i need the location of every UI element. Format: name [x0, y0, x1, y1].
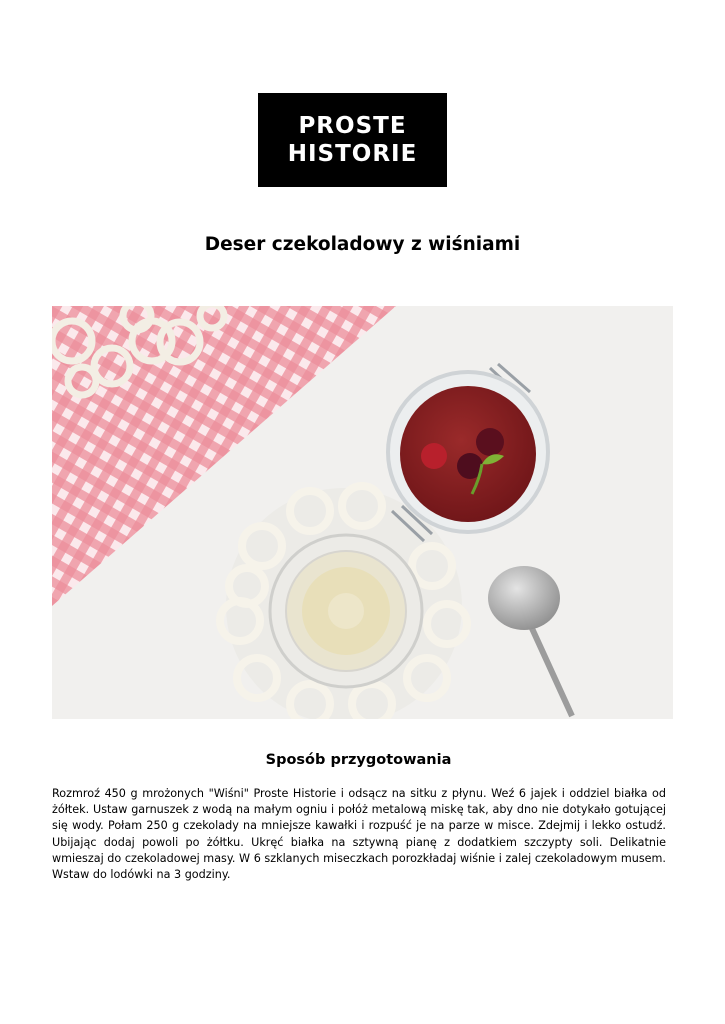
- cherry: [476, 428, 504, 456]
- preparation-instructions: Rozmroź 450 g mrożonych "Wiśni" Proste Historie i odsącz na sitku z płynu. Weź 6 jajek i oddziel białka od żółtek. Ustaw garnuszek z wodą na małym ogniu i połóż metalową miskę tak, aby dno nie dotykało gotującej się wody. Połam 250 g czekolady na mniejsze kawałki i rozpuść je na parze w misce. Zdejmij i lekko ostudź. Ubijając dodaj powoli po żółtku. Ukręć białka na sztywną pianę z dodatkiem szczypty soli. Delikatnie wmieszaj do czekoladowej masy. W 6 szklanych miseczkach porozkładaj wiśnie i zalej czekoladowym musem. Wstaw do lodówki na 3 godziny.: [52, 787, 666, 882]
- chocolate-dessert-jar: [388, 372, 548, 532]
- cherry: [421, 443, 447, 469]
- brand-logo: [258, 93, 447, 187]
- empty-jar: [270, 535, 422, 687]
- brand-logo-line2: HISTORIE: [287, 141, 418, 167]
- recipe-title: Deser czekoladowy z wiśniami: [204, 234, 521, 255]
- preparation-heading: Sposób przygotowania: [265, 752, 452, 768]
- brand-logo-line1: PROSTE: [298, 113, 407, 139]
- recipe-photo: [52, 306, 673, 719]
